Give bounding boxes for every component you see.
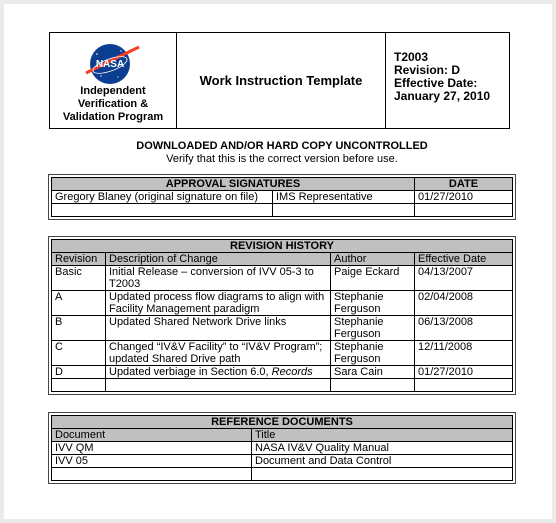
reference-title: REFERENCE DOCUMENTS bbox=[52, 416, 513, 429]
revision-title: REVISION HISTORY bbox=[52, 240, 513, 253]
uncontrolled-notice: DOWNLOADED AND/OR HARD COPY UNCONTROLLED bbox=[136, 140, 428, 152]
effective-date-value: January 27, 2010 bbox=[394, 89, 491, 103]
reference-table bbox=[51, 415, 513, 481]
revision-table bbox=[51, 239, 513, 392]
table-row bbox=[52, 379, 513, 392]
approval-signatures-box bbox=[48, 174, 516, 220]
organization-name: Independent Verification & Validation Program bbox=[62, 85, 164, 123]
table-row: Gregory Blaney (original signature on file) IMS Representative 01/27/2010 bbox=[52, 191, 513, 204]
logo-cell bbox=[50, 33, 177, 128]
table-row: A Updated process flow diagrams to align with Facility Management paradigm Stephanie Ferguson 02/04/2008 bbox=[52, 291, 513, 316]
verify-notice: Verify that this is the correct version before use. bbox=[166, 153, 398, 165]
reference-documents-box bbox=[48, 412, 516, 484]
table-row: C Changed “IV&V Facility” to “IV&V Program”; updated Shared Drive path Stephanie Ferguson 12/11/2008 bbox=[52, 341, 513, 366]
table-row: IVV QM NASA IV&V Quality Manual bbox=[52, 442, 513, 455]
table-row bbox=[52, 204, 513, 217]
effective-date-label: Effective Date: bbox=[394, 76, 478, 90]
table-row: IVV 05 Document and Data Control bbox=[52, 455, 513, 468]
document-header bbox=[49, 32, 510, 129]
date-header: DATE bbox=[415, 178, 513, 191]
approval-title: APPROVAL SIGNATURES bbox=[52, 178, 415, 191]
logo-wordmark: NASA bbox=[95, 59, 125, 70]
revision-label: Revision: D bbox=[394, 63, 461, 77]
table-row: Basic Initial Release – conversion of IVV 05-3 to T2003 Paige Eckard 04/13/2007 bbox=[52, 266, 513, 291]
approval-table bbox=[51, 177, 513, 217]
revision-history-box bbox=[48, 236, 516, 395]
table-row: D Updated verbiage in Section 6.0, Records Sara Cain 01/27/2010 bbox=[52, 366, 513, 379]
document-page bbox=[4, 4, 552, 519]
nasa-logo-icon bbox=[83, 39, 141, 89]
table-row: B Updated Shared Network Drive links Stephanie Ferguson 06/13/2008 bbox=[52, 316, 513, 341]
document-title: Work Instruction Template bbox=[177, 33, 386, 128]
table-row bbox=[52, 468, 513, 481]
revision-column-headers: Revision Description of Change Author Effective Date bbox=[52, 253, 513, 266]
reference-column-headers: Document Title bbox=[52, 429, 513, 442]
document-number: T2003 bbox=[394, 50, 429, 64]
document-info bbox=[386, 33, 509, 128]
